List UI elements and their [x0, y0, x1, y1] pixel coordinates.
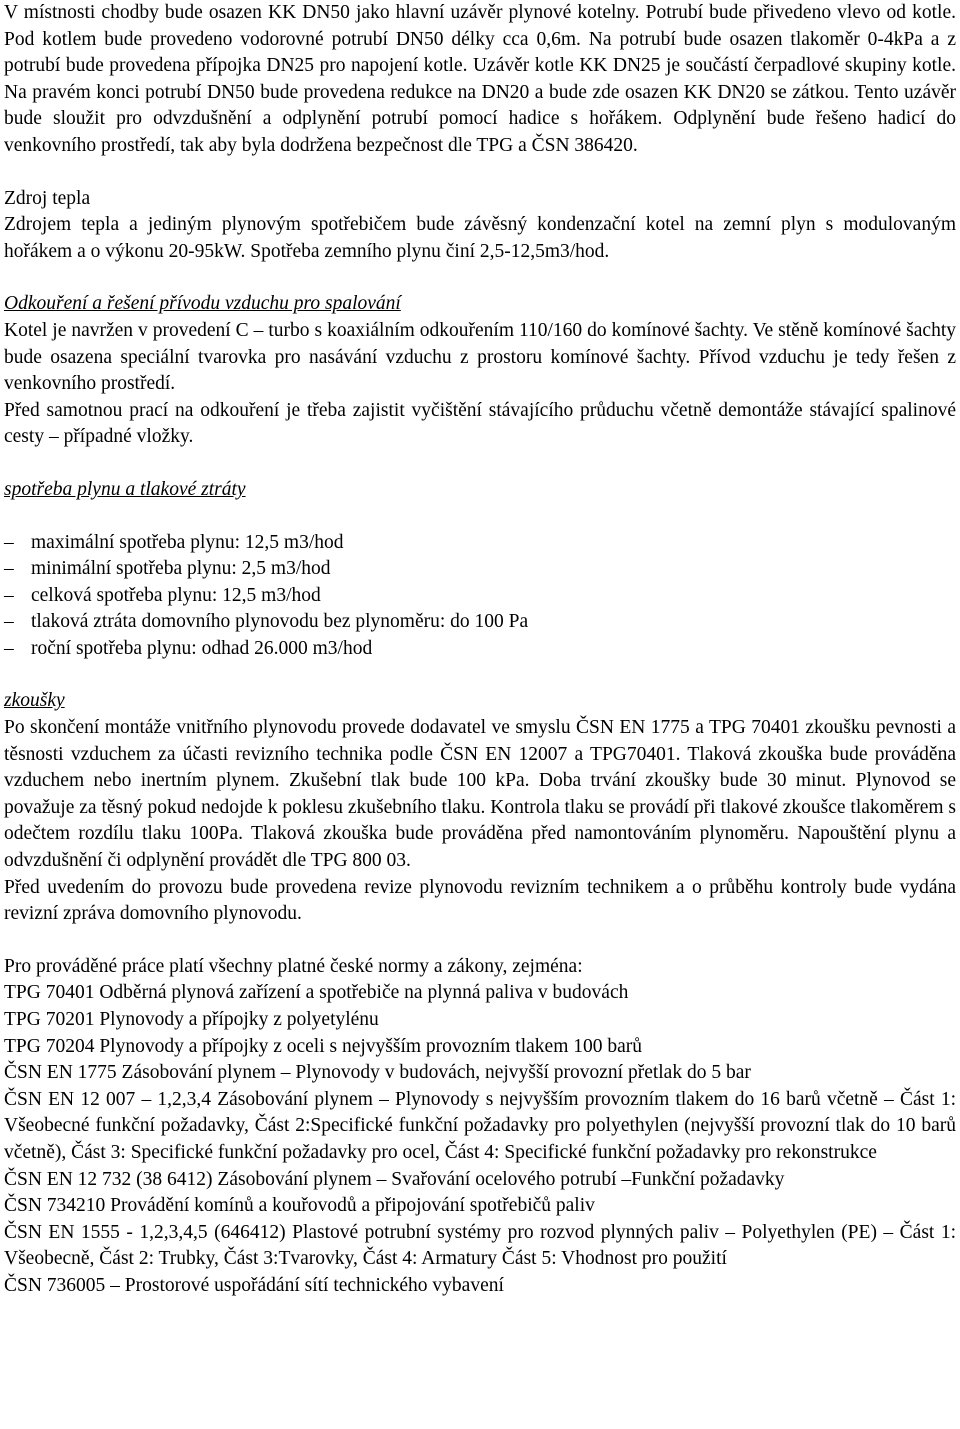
zkousky-heading: zkoušky	[4, 690, 65, 712]
intro-paragraph: V místnosti chodby bude osazen KK DN50 jako hlavní uzávěr plynové kotelny. Potrubí bude přivedeno vlevo od kotle. Pod kotlem bude provedeno vodorovné potrubí DN50 délky cca 0,6m. Na potrubí bude osazen tlakoměr 0-4kPa a z potrubí bude provedena přípojka DN25 pro napojení kotle. Uzávěr kotle KK DN25 je součástí čerpadlové skupiny kotle. Na pravém konci potrubí DN50 bude provedena redukce na DN20 a bude zde osazen KK DN20 se zátkou. Tento uzávěr bude sloužit pro odvzdušnění a odplynění potrubí pomocí hadice s hořákem. Odplynění bude řešeno hadicí do venkovního prostředí, tak aby byla dodržena bezpečnost dle TPG a ČSN 386420.	[4, 2, 956, 156]
spacer	[4, 451, 956, 477]
normy-intro: Pro prováděné práce platí všechny platné české normy a zákony, zejména:	[4, 955, 583, 977]
norm-item: ČSN EN 12 007 – 1,2,3,4 Zásobování plynem – Plynovody s nejvyšším provozním tlakem do 16 barů včetně – Část 1: Všeobecné funkční požadavky, Část 2:Specifické funkční požadavky pro polyethylen (nejvyšší provozní tlak do 10 barů včetně), Část 3: Specifické funkční požadavky pro ocel, Část 4: Specifické funkční požadavky pro rekonstrukce	[4, 1088, 956, 1163]
norm-item: ČSN EN 12 732 (38 6412) Zásobování plynem – Svařování ocelového potrubí –Funkční požadavky	[4, 1168, 785, 1190]
zkousky-paragraph-1: Po skončení montáže vnitřního plynovodu provede dodavatel ve smyslu ČSN EN 1775 a TPG 70401 zkoušku pevnosti a těsnosti vzduchem za účasti revizního technika podle ČSN EN 12007 a TPG70401. Tlaková zkouška bude prováděna vzduchem nebo inertním plynem. Zkušební tlak bude 100 kPa. Doba trvání zkoušky bude 30 minut. Plynovod se považuje za těsný pokud nedojde k poklesu zkušebního tlaku. Kontrola tlaku se provádí při tlakové zkoušce tlakoměrem s odečtem rozdílu tlaku 100Pa. Tlaková zkouška bude prováděna před namontováním plynoměru. Napouštění plynu a odvzdušnění či odplynění provádět dle TPG 800 03.	[4, 717, 956, 872]
list-item: – maximální spotřeba plynu: 12,5 m3/hod	[4, 530, 956, 557]
zdroj-tepla-heading: Zdroj tepla	[4, 187, 91, 209]
list-item: – celková spotřeba plynu: 12,5 m3/hod	[4, 583, 956, 610]
spacer	[4, 662, 956, 688]
norm-item: ČSN 734210 Provádění komínů a kouřovodů a připojování spotřebičů paliv	[4, 1195, 595, 1217]
odkoureni-paragraph-2: Před samotnou prací na odkouření je třeba zajistit vyčištění stávajícího průduchu včetně demontáže stávající spalinové cesty – případné vložky.	[4, 399, 956, 448]
odkoureni-paragraph-1: Kotel je navržen v provedení C – turbo s koaxiálním odkouřením 110/160 do komínové šachty. Ve stěně komínové šachty bude osazena speciální tvarovka pro nasávání vzduchu z prostoru komínové šachty. Přívod vzduchu je tedy řešen z venkovního prostředí.	[4, 319, 956, 395]
spotreba-list	[4, 530, 956, 663]
odkoureni-heading: Odkouření a řešení přívodu vzduchu pro spalování	[4, 293, 401, 315]
list-item: – tlaková ztráta domovního plynovodu bez plynoměru: do 100 Pa	[4, 609, 956, 636]
list-item: – minimální spotřeba plynu: 2,5 m3/hod	[4, 556, 956, 583]
norm-item: TPG 70201 Plynovody a přípojky z polyetylénu	[4, 1009, 379, 1030]
norm-item: ČSN 736005 – Prostorové uspořádání sítí technického vybavení	[4, 1274, 504, 1296]
spacer	[4, 928, 956, 954]
zkousky-paragraph-2: Před uvedením do provozu bude provedena revize plynovodu revizním technikem a o průběhu kontroly bude vydána revizní zpráva domovního plynovodu.	[4, 876, 956, 925]
spacer	[4, 504, 956, 530]
spotreba-heading: spotřeba plynu a tlakové ztráty	[4, 478, 246, 500]
norm-item: TPG 70401 Odběrná plynová zařízení a spotřebiče na plynná paliva v budovách	[4, 982, 629, 1004]
list-item: – roční spotřeba plynu: odhad 26.000 m3/hod	[4, 636, 956, 663]
spacer	[4, 160, 956, 186]
spacer	[4, 265, 956, 291]
norm-item: ČSN EN 1555 - 1,2,3,4,5 (646412) Plastové potrubní systémy pro rozvod plynných paliv – Polyethylen (PE) – Část 1: Všeobecně, Část 2: Trubky, Část 3:Tvarovky, Část 4: Armatury Část 5: Vhodnost pro použití	[4, 1221, 956, 1270]
norm-item: TPG 70204 Plynovody a přípojky z oceli s nejvyšším provozním tlakem 100 barů	[4, 1035, 643, 1057]
zdroj-tepla-paragraph: Zdrojem tepla a jediným plynovým spotřebičem bude závěsný kondenzační kotel na zemní plyn s modulovaným hořákem a o výkonu 20-95kW. Spotřeba zemního plynu činí 2,5-12,5m3/hod.	[4, 214, 956, 262]
norm-item: ČSN EN 1775 Zásobování plynem – Plynovody v budovách, nejvyšší provozní přetlak do 5 bar	[4, 1062, 751, 1084]
